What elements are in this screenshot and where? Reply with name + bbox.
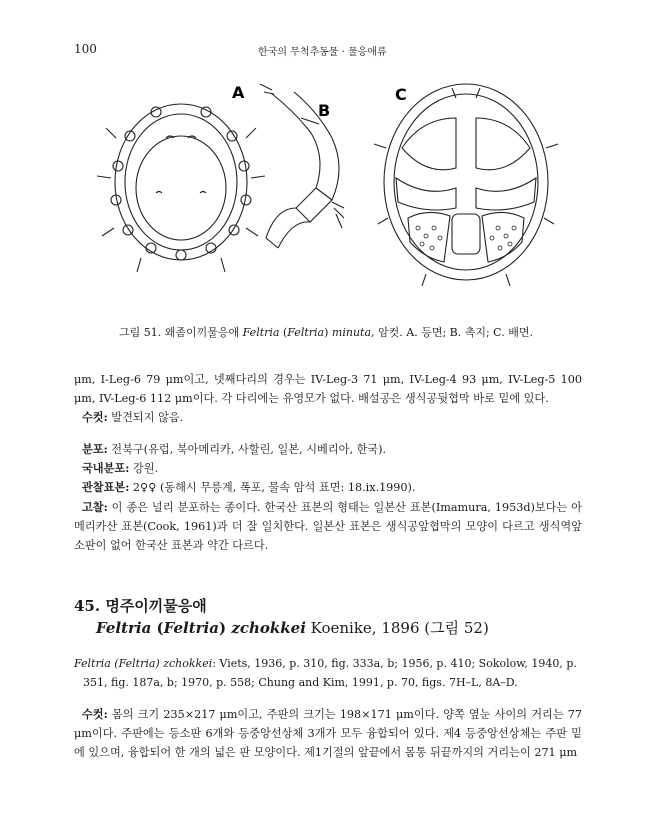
ventral-view-drawing — [374, 84, 558, 286]
figure-label-a: A — [232, 83, 245, 102]
description-paragraph: 수컷: 몸의 크기 235×217 μm이고, 주판의 크기는 198×171 μm이다. 양쪽 옆눈 사이의 거리는 77 μm이다. 주판에는 등소판 6개와 등중앙선상체 3개가 모두 융합되어 있다. 제4 등중앙선상체는 주판 밑에 있으며, 융합되어 한 개의 넓은 판 모양이다. 제1기절의 앞끝에서 몸통 뒤끝까지의 거리는이 271 μm — [74, 707, 582, 760]
synonymy-entry: Feltria (Feltria) zchokkei: Viets, 1936, p. 310, fig. 333a, b; 1956, p. 410; Sokolow, 1940, p. 351, fig. 187a, b; 1970, p. 558; Chung and Kim, 1991, p. 70, figs. 7H–L, 8A–D. — [74, 657, 577, 689]
leg-measurements-paragraph: μm, I-Leg-6 79 μm이고, 넷째다리의 경우는 IV-Leg-3 71 μm, IV-Leg-4 93 μm, IV-Leg-5 100 μm, IV-Leg-6 112 μm이다. 각 다리에는 유영모가 없다. 배설공은 생식공뒷협막 바로 밑에 있다. — [74, 373, 582, 406]
korea-distribution-paragraph: 국내분포: 강원. — [82, 461, 159, 476]
male-paragraph: 수컷: 발견되지 않음. — [82, 410, 184, 425]
specimens-paragraph: 관찰표본: 2♀♀ (동해시 무릉계, 폭포, 물속 암석 표면: 18.ix.1990). — [82, 480, 416, 495]
dorsal-view-drawing — [97, 104, 265, 272]
body-text-1 — [74, 370, 582, 428]
running-title: 한국의 무척추동물 · 물응애류 — [258, 47, 387, 58]
species-heading: 45. 명주이끼물응애 Feltria (Feltria) zchokkei Koenike, 1896 (그림 52) — [74, 597, 489, 637]
species-scientific-name: Feltria (Feltria) zchokkei Koenike, 1896 (그림 52) — [96, 619, 489, 637]
body-text-3 — [74, 705, 582, 763]
synonymy — [74, 654, 582, 692]
page-number: 100 — [74, 42, 97, 56]
figure-label-b: B — [318, 101, 331, 120]
figure-label-c: C — [395, 85, 407, 104]
distribution-paragraph: 분포: 전북구(유럽, 북아메리카, 사할린, 일본, 시베리아, 한국). — [82, 442, 387, 456]
body-text-2 — [74, 440, 582, 555]
palp-drawing — [260, 84, 344, 248]
figure-51-illustration — [96, 78, 566, 306]
figure-caption: 그림 51. 왜좀이끼물응애 Feltria (Feltria) minuta, 암컷. A. 등면; B. 촉지; C. 배면. — [119, 326, 533, 339]
remarks-paragraph: 고찰: 이 종은 널리 분포하는 종이다. 한국산 표본의 형태는 일본산 표본(Imamura, 1953d)보다는 아메리카산 표본(Cook, 1961)과 더 잘 일치한다. 일본산 표본은 생식공앞협막의 모양이 다르고 생식역앞소판이 없어 한국산 표본과 약간 다르다. — [74, 499, 582, 553]
